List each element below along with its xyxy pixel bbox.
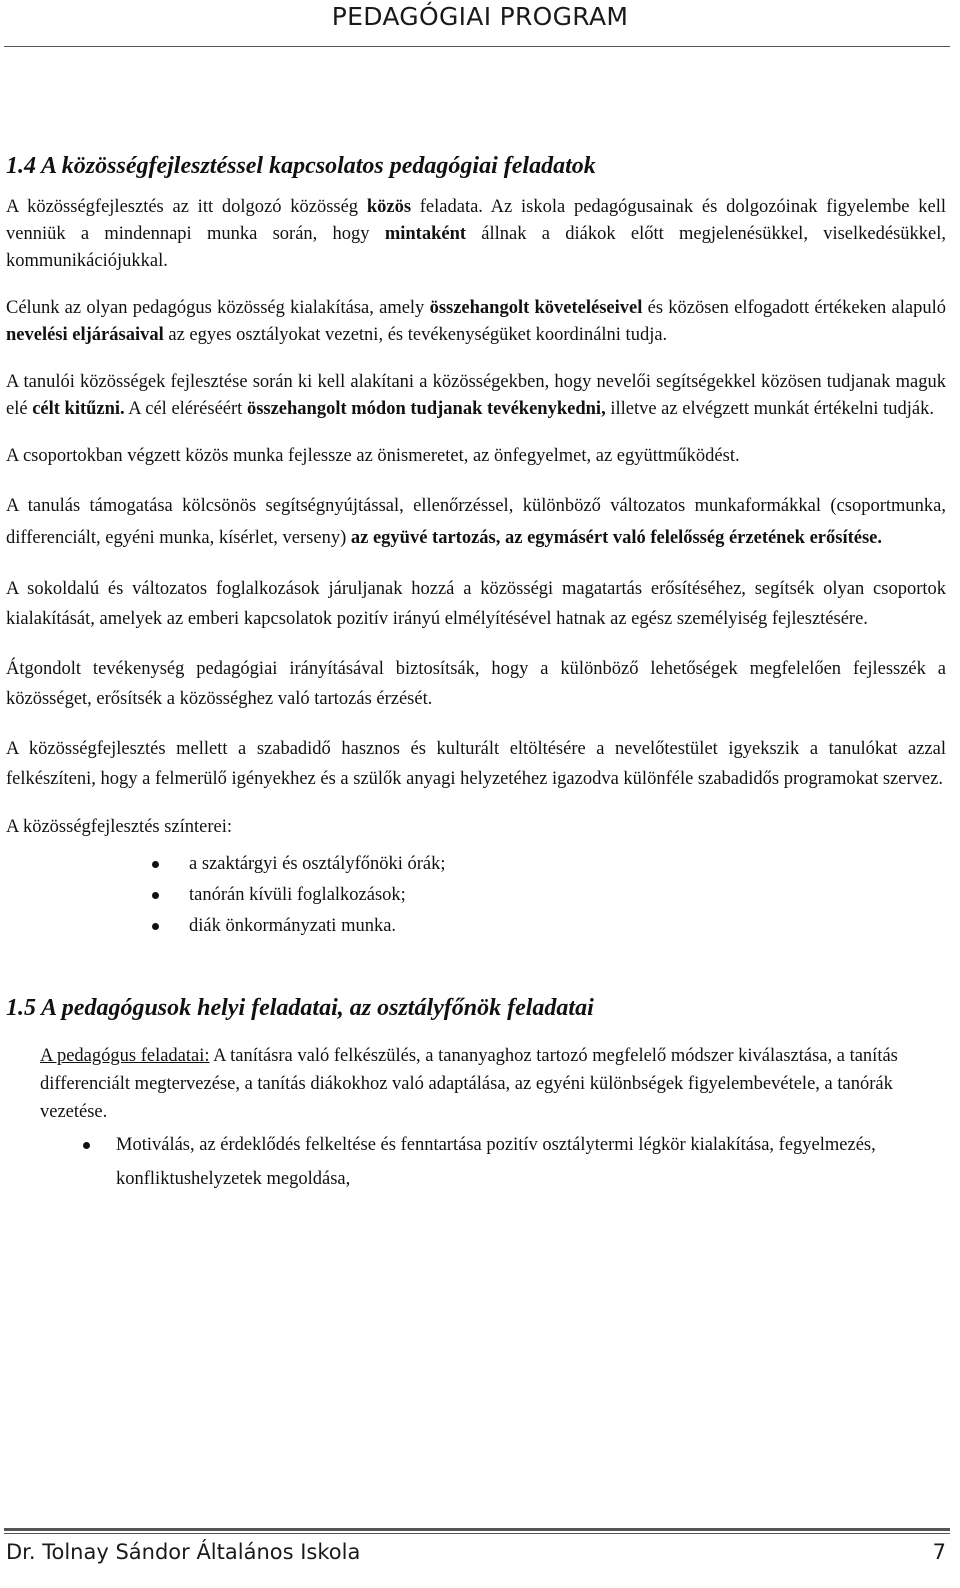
paragraph-4: A csoportokban végzett közös munka fejlessze az önismeretet, az önfegyelmet, az együttműködést.	[6, 446, 740, 466]
bullet-icon	[83, 1142, 90, 1149]
bullet-list-duties	[40, 1128, 946, 1196]
list-item: a szaktárgyi és osztályfőnöki órák;	[6, 849, 946, 880]
teacher-duties-paragraph: A pedagógus feladatai: A tanításra való felkészülés, a tananyaghoz tartozó megfelelő módszer kiválasztása, a tanítás differenciált megtervezése, a tanítás diákokhoz való adaptálása, az egyéni különbségek figyelembevétele, a tanórák vezetése.	[40, 1046, 898, 1122]
bullet-list-venues	[6, 849, 946, 942]
list-item: diák önkormányzati munka.	[6, 911, 946, 942]
page-number: 7	[932, 1540, 946, 1564]
page-header-title: PEDAGÓGIAI PROGRAM	[331, 2, 629, 31]
footer-rule	[4, 1528, 950, 1531]
paragraph-8: A közösségfejlesztés mellett a szabadidő hasznos és kulturált eltöltésére a nevelőtestület igyekszik a tanulókat azzal felkészíteni, hogy a felmerülő igényekhez és a szülők anyagi helyzetéhez igazodva különféle szabadidős programokat szervez.	[6, 739, 946, 789]
teacher-duties-block	[6, 1042, 946, 1196]
document-body	[6, 138, 946, 1196]
header-rule	[4, 46, 950, 47]
paragraph-3: A tanulói közösségek fejlesztése során ki kell alakítani a közösségekben, hogy nevelői segítségekkel közösen tudjanak maguk elé célt kitűzni. A cél eléréséért összehangolt módon tudjanak tevékenykedni, illetve az elvégzett munkát értékelni tudják.	[6, 372, 946, 419]
footer-rule-thin	[4, 1533, 950, 1534]
paragraph-1: A közösségfejlesztés az itt dolgozó közösség közös feladata. Az iskola pedagógusainak és dolgozóinak figyelembe kell venniük a mindennapi munka során, hogy mintaként állnak a diákok előtt megjelenésükkel, viselkedésükkel, kommunikációjukkal.	[6, 197, 946, 271]
list-item: tanórán kívüli foglalkozások;	[6, 880, 946, 911]
footer-school-name: Dr. Tolnay Sándor Általános Iskola	[6, 1540, 361, 1564]
paragraph-7: Átgondolt tevékenység pedagógiai irányításával biztosítsák, hogy a különböző lehetőségek megfelelően fejlesszék a közösséget, erősítsék a közösséghez való tartozás érzését.	[6, 659, 946, 709]
section-heading-1-4: 1.4 A közösségfejlesztéssel kapcsolatos pedagógiai feladatok	[6, 153, 596, 179]
bullet-icon	[152, 861, 159, 868]
bullet-icon	[152, 892, 159, 899]
paragraph-5: A tanulás támogatása kölcsönös segítségnyújtással, ellenőrzéssel, különböző változatos munkaformákkal (csoportmunka, differenciált, egyéni munka, kísérlet, verseny) az együvé tartozás, az egymásért való felelősség érzetének erősítése.	[6, 496, 946, 548]
bullet-icon	[152, 923, 159, 930]
paragraph-6: A sokoldalú és változatos foglalkozások járuljanak hozzá a közösségi magatartás erősítéséhez, segítsék olyan csoportok kialakítását, amelyek az emberi kapcsolatok pozitív irányú elmélyítésével hatnak az egész személyiség fejlesztésére.	[6, 579, 946, 629]
list-item: Motiválás, az érdeklődés felkeltése és fenntartása pozitív osztálytermi légkör kialakítása, fegyelmezés, konfliktushelyzetek megoldása,	[40, 1128, 946, 1196]
paragraph-2: Célunk az olyan pedagógus közösség kialakítása, amely összehangolt követeléseivel és közösen elfogadott értékeken alapuló nevelési eljárásaival az egyes osztályokat vezetni, és tevékenységüket koordinálni tudja.	[6, 298, 946, 345]
paragraph-9: A közösségfejlesztés színterei:	[6, 817, 233, 837]
teacher-duties-label: A pedagógus feladatai:	[40, 1046, 210, 1066]
section-heading-1-5: 1.5 A pedagógusok helyi feladatai, az osztályfőnök feladatai	[6, 995, 594, 1021]
page-footer	[6, 1540, 946, 1580]
